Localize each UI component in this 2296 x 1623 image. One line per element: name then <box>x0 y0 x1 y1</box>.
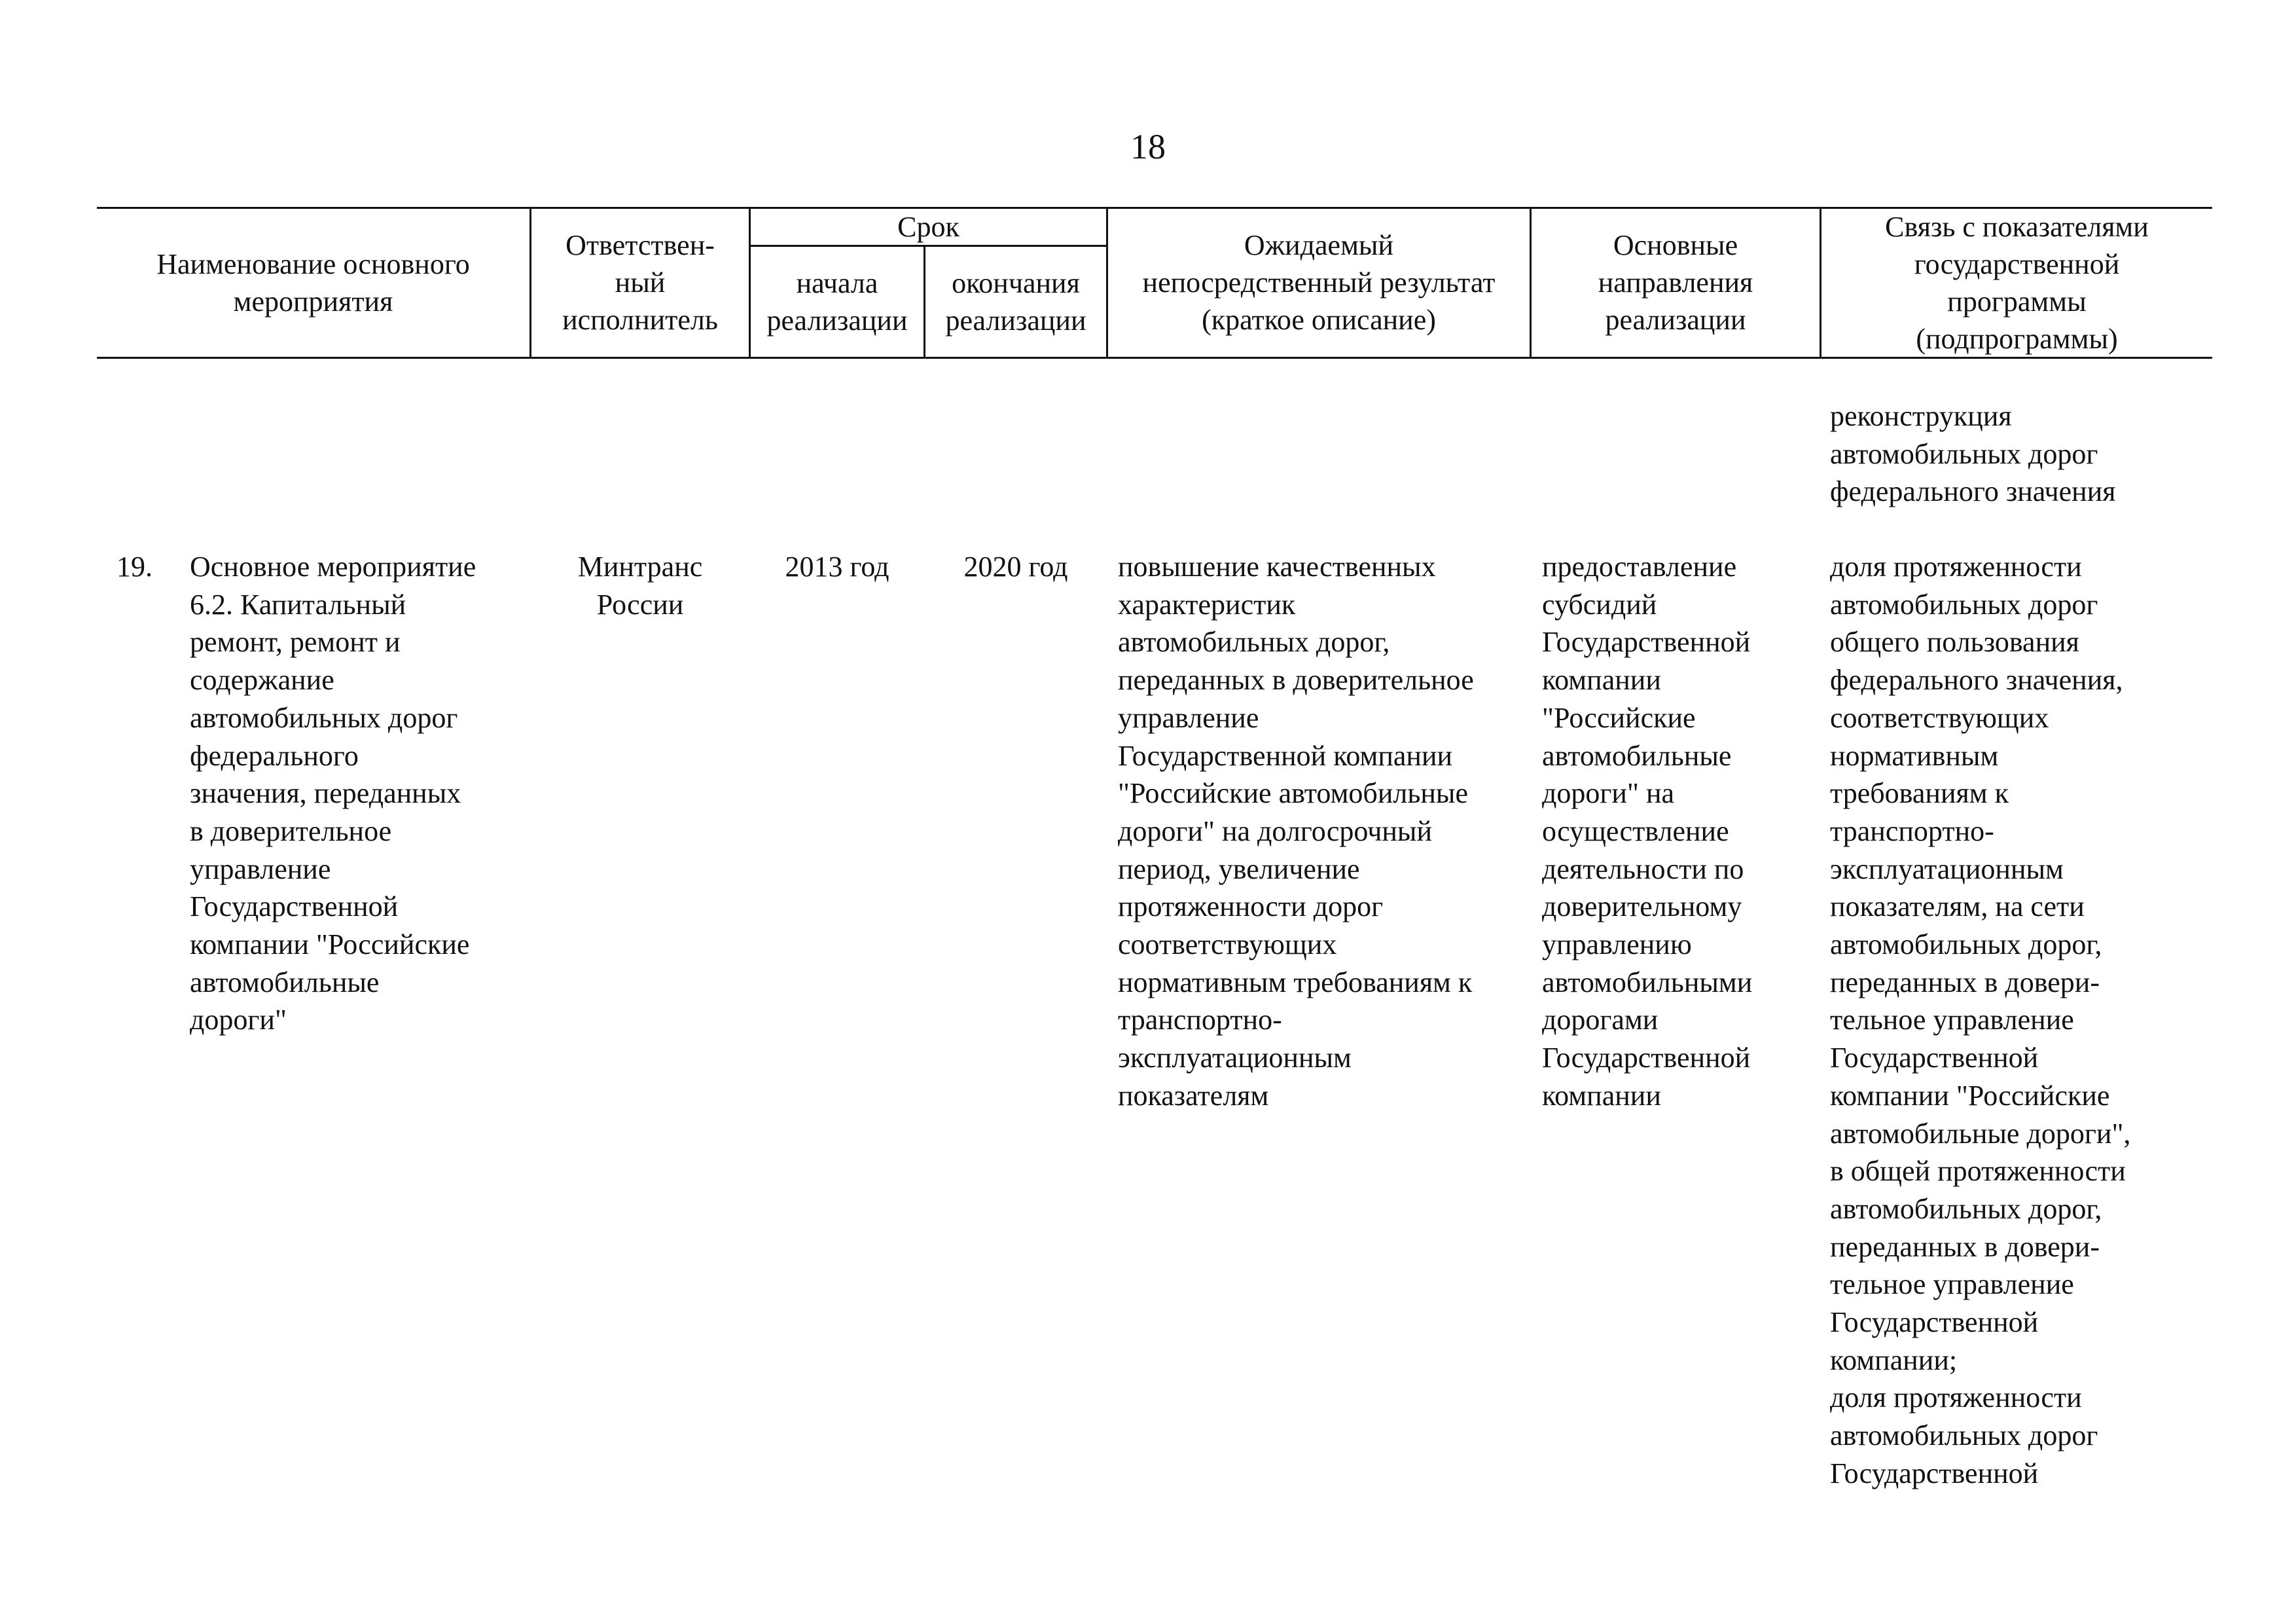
row-result: повышение качественных характеристик автомобильных дорог, переданных в доверительное управление Государственной компании "Российские автомобильные дороги" на долгосрочный период, увеличение протяженности дорог соответствующих нормативным требованиям к транспортно- эксплуатационным показателям <box>1118 551 1474 1112</box>
header-term-start-text: начала реализации <box>766 267 908 337</box>
row-name: Основное мероприятие 6.2. Капитальный ремонт, ремонт и содержание автомобильных дорог федерального значения, переданных в доверительное управление Государственной компании "Российские автомобильные дороги" <box>190 551 476 1036</box>
header-term-end-text: окончания реализации <box>945 267 1086 337</box>
row-start: 2013 год <box>785 551 889 583</box>
page-number: 18 <box>1130 127 1166 166</box>
header-term <box>751 208 1106 245</box>
row-directions: предоставление субсидий Государственной компании "Российские автомобильные дороги" на осуществление деятельности по доверительному управлению автомобильными дорогами Государственной компании <box>1542 551 1753 1112</box>
header-responsible-text: Ответствен- ный исполнитель <box>562 229 718 336</box>
header-expected-result <box>1108 208 1530 357</box>
row-responsible: Минтранс России <box>577 551 703 621</box>
header-term-start <box>751 247 924 357</box>
header-expected-result-text: Ожидаемый непосредственный результат (краткое описание) <box>1142 229 1496 336</box>
header-link-indicators <box>1821 208 2212 357</box>
header-name-text: Наименование основного мероприятия <box>156 247 470 318</box>
row-number: 19. <box>117 551 152 583</box>
header-term-text: Срок <box>897 210 960 243</box>
header-main-directions-text: Основные направления реализации <box>1598 229 1753 336</box>
continuation-link-text: реконструкция автомобильных дорог федерального значения <box>1830 400 2116 508</box>
header-link-indicators-text: Связь с показателями государственной программы (подпрограммы) <box>1885 210 2149 355</box>
header-main-directions <box>1532 208 1820 357</box>
row-link: доля протяженности автомобильных дорог общего пользования федерального значения, соответствующих нормативным требованиям к транспортно- эксплуатационным показателям, на сети автомобильных дорог, переданных в довери- тельное управление Государственной компании "Российские автомобильные дороги", в общей протяженности автомобильных дорог, переданных в довери- тельное управление Государственной компании; доля протяженности автомобильных дорог Государственной <box>1830 551 2131 1489</box>
header-name <box>97 208 529 357</box>
header-term-end <box>925 247 1106 357</box>
header-responsible <box>531 208 749 357</box>
row-end: 2020 год <box>963 551 1068 583</box>
